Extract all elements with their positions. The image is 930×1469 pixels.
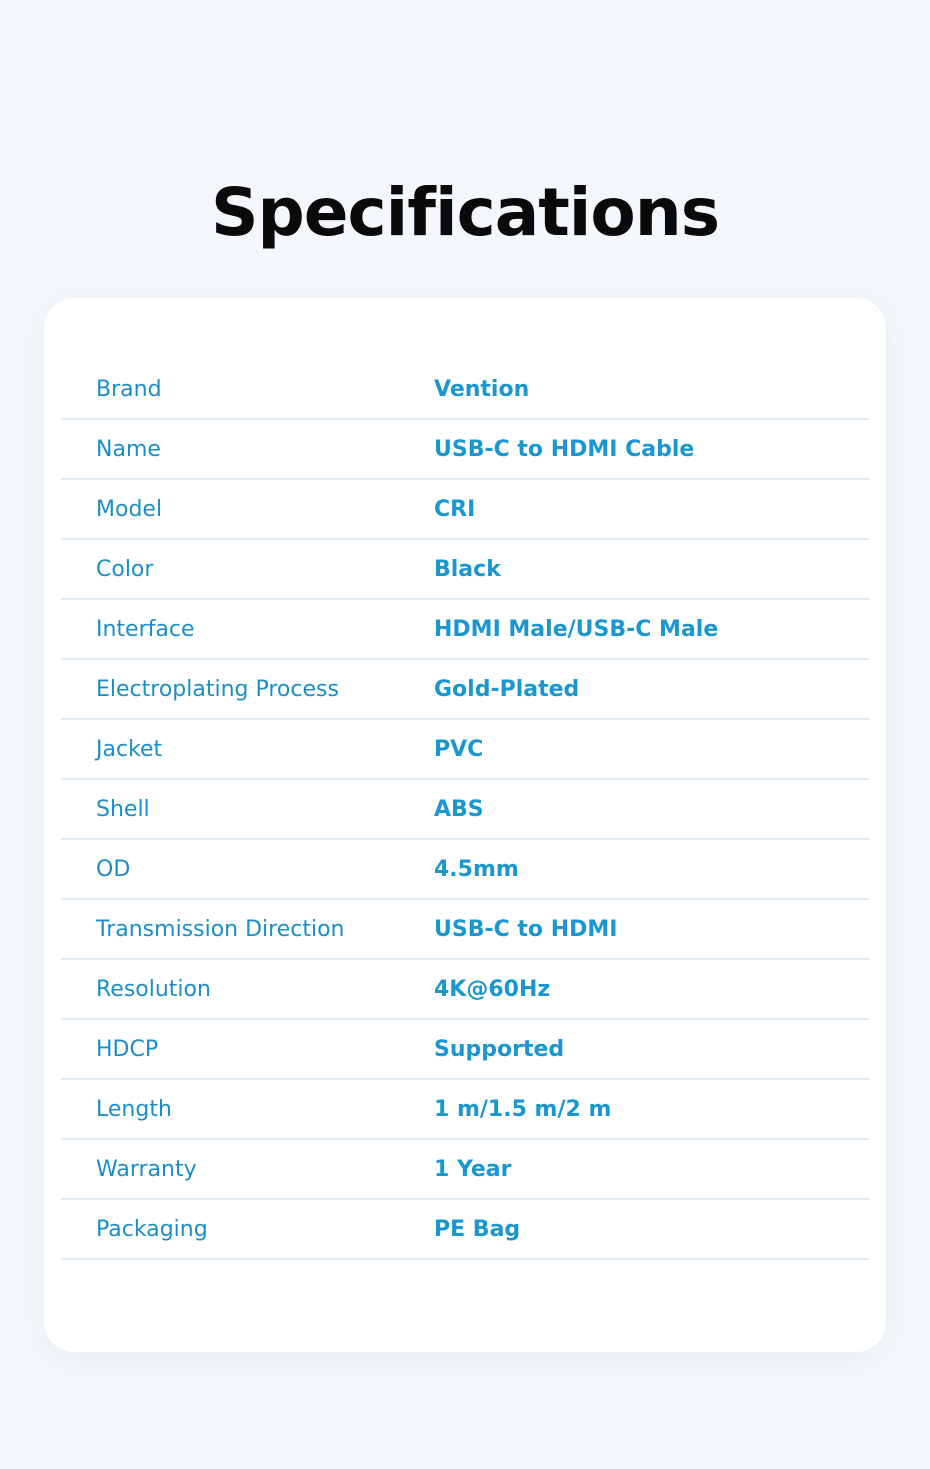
spec-row-transmission-direction: [61, 900, 869, 960]
spec-label: Interface: [96, 617, 195, 642]
spec-value: USB-C to HDMI: [434, 917, 618, 942]
spec-value: Gold-Plated: [434, 677, 580, 702]
spec-label: Electroplating Process: [96, 677, 339, 702]
spec-label: Model: [96, 497, 163, 522]
spec-row-od: [61, 840, 869, 900]
spec-label: Jacket: [96, 737, 163, 762]
spec-label: Brand: [96, 377, 162, 402]
spec-table: [61, 360, 869, 1260]
spec-label: Shell: [96, 797, 150, 822]
spec-label: Resolution: [96, 977, 211, 1002]
spec-row-brand: [61, 360, 869, 420]
spec-value: 1 Year: [434, 1157, 512, 1182]
spec-label: Name: [96, 437, 161, 462]
spec-value: 1 m/1.5 m/2 m: [434, 1097, 612, 1122]
spec-row-packaging: [61, 1200, 869, 1260]
spec-label: Color: [96, 557, 154, 582]
spec-value: PVC: [434, 737, 484, 762]
spec-label: HDCP: [96, 1037, 159, 1062]
spec-row-color: [61, 540, 869, 600]
spec-row-electroplating-process: [61, 660, 869, 720]
spec-row-warranty: [61, 1140, 869, 1200]
spec-value: 4.5mm: [434, 857, 519, 882]
spec-row-model: [61, 480, 869, 540]
spec-value: HDMI Male/USB-C Male: [434, 617, 719, 642]
spec-row-jacket: [61, 720, 869, 780]
spec-label: Length: [96, 1097, 172, 1122]
spec-label: Warranty: [96, 1157, 197, 1182]
spec-label: Transmission Direction: [96, 917, 345, 942]
spec-value: Black: [434, 557, 501, 582]
spec-value: PE Bag: [434, 1217, 521, 1242]
spec-label: OD: [96, 857, 131, 882]
spec-row-interface: [61, 600, 869, 660]
spec-value: USB-C to HDMI Cable: [434, 437, 695, 462]
spec-value: CRI: [434, 497, 476, 522]
spec-value: 4K@60Hz: [434, 977, 551, 1002]
spec-row-resolution: [61, 960, 869, 1020]
spec-row-length: [61, 1080, 869, 1140]
page-title: Specifications: [210, 174, 720, 251]
spec-row-name: [61, 420, 869, 480]
spec-value: Vention: [434, 377, 530, 402]
spec-card: [44, 298, 886, 1352]
spec-row-hdcp: [61, 1020, 869, 1080]
spec-label: Packaging: [96, 1217, 208, 1242]
spec-value: ABS: [434, 797, 484, 822]
spec-row-shell: [61, 780, 869, 840]
spec-value: Supported: [434, 1037, 565, 1062]
